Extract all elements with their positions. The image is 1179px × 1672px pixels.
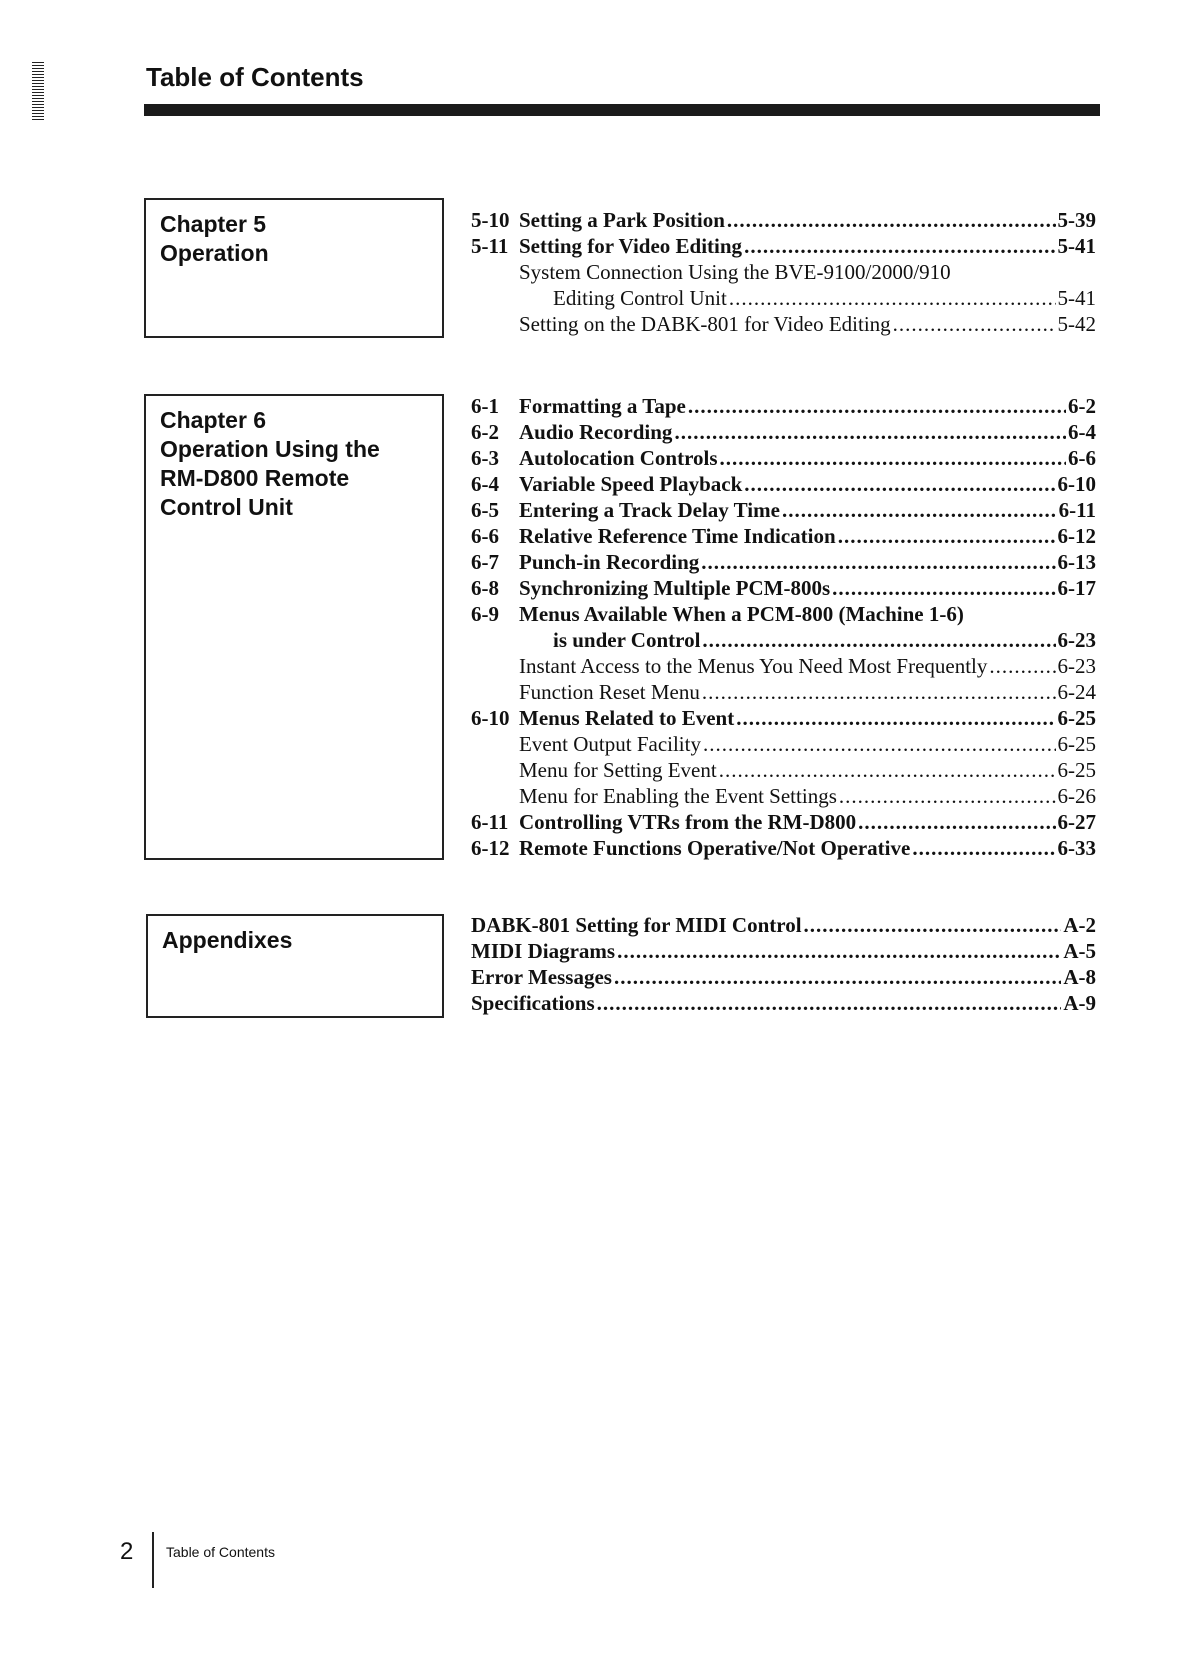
toc-entry-page: 6-23 [1057, 628, 1096, 652]
toc-entry-title: Function Reset Menu [519, 680, 700, 704]
page-title: Table of Contents [146, 62, 364, 92]
toc-subentry[interactable] [471, 311, 1096, 337]
toc-entry-title: Relative Reference Time Indication [519, 524, 836, 548]
toc-entry-page: 6-25 [1057, 706, 1096, 730]
toc-appendixes [471, 912, 1096, 1016]
toc-entry[interactable] [471, 233, 1096, 259]
toc-entry-page: A-8 [1063, 965, 1096, 989]
chapter-5-box [144, 198, 444, 338]
toc-entry-number: 6-10 [471, 706, 510, 730]
toc-entry[interactable] [471, 471, 1096, 497]
dot-leader [674, 419, 1066, 445]
toc-entry-page: 6-33 [1057, 836, 1096, 860]
toc-entry[interactable] [471, 964, 1096, 990]
toc-entry-page: 5-41 [1057, 234, 1096, 258]
toc-entry-title: System Connection Using the BVE-9100/2000/910 [519, 260, 951, 284]
toc-subentry[interactable] [471, 653, 1096, 679]
toc-entry[interactable] [471, 938, 1096, 964]
appendixes-title: Appendixes [162, 927, 293, 953]
toc-entry-page: 6-26 [1057, 784, 1096, 808]
dot-leader [838, 523, 1056, 549]
toc-entry[interactable] [471, 207, 1096, 233]
chapter-6-box [144, 394, 444, 860]
toc-entry[interactable] [471, 393, 1096, 419]
toc-entry-title: Menu for Enabling the Event Settings [519, 784, 837, 808]
toc-entry-page: 6-12 [1057, 524, 1096, 548]
toc-subentry[interactable] [471, 757, 1096, 783]
dot-leader [701, 549, 1055, 575]
dot-leader [727, 207, 1056, 233]
toc-entry[interactable] [471, 912, 1096, 938]
dot-leader [893, 311, 1056, 337]
toc-entry[interactable] [471, 601, 1096, 627]
toc-entry[interactable] [471, 990, 1096, 1016]
toc-entry-title: Error Messages [471, 965, 612, 989]
dot-leader [729, 285, 1056, 311]
toc-entry-page: 6-4 [1068, 420, 1096, 444]
toc-entry-page: 6-25 [1057, 758, 1096, 782]
toc-entry[interactable] [471, 497, 1096, 523]
toc-entry-title: DABK-801 Setting for MIDI Control [471, 913, 802, 937]
toc-subentry[interactable] [471, 259, 1096, 285]
toc-entry-title: Specifications [471, 991, 595, 1015]
footer-divider [152, 1532, 154, 1588]
toc-entry-title: Punch-in Recording [519, 550, 700, 574]
margin-tab-marker [32, 62, 44, 120]
toc-entry-title: Menu for Setting Event [519, 758, 717, 782]
dot-leader [744, 471, 1055, 497]
toc-entry-title: Instant Access to the Menus You Need Most Frequently [519, 654, 988, 678]
toc-entry-page: 5-42 [1057, 312, 1096, 336]
toc-entry-page: 6-23 [1057, 654, 1096, 678]
dot-leader [614, 964, 1061, 990]
dot-leader [832, 575, 1055, 601]
toc-entry-number: 6-12 [471, 836, 510, 860]
toc-entry-title: Setting for Video Editing [519, 234, 743, 258]
toc-entry-title: Audio Recording [519, 420, 673, 444]
toc-entry-title: Formatting a Tape [519, 394, 686, 418]
toc-subentry[interactable] [471, 679, 1096, 705]
toc-entry-number: 6-5 [471, 498, 499, 522]
toc-entry-page: 5-39 [1057, 208, 1096, 232]
dot-leader [702, 627, 1055, 653]
dot-leader [989, 653, 1055, 679]
toc-entry-page: 6-25 [1057, 732, 1096, 756]
toc-entry-title: Remote Functions Operative/Not Operative [519, 836, 911, 860]
toc-entry-page: 6-2 [1068, 394, 1096, 418]
toc-entry-continuation[interactable] [471, 627, 1096, 653]
toc-entry-number: 6-2 [471, 420, 499, 444]
dot-leader [804, 912, 1062, 938]
toc-entry-page: 6-24 [1057, 680, 1096, 704]
toc-entry-title: Entering a Track Delay Time [519, 498, 780, 522]
dot-leader [617, 938, 1061, 964]
page-number: 2 [120, 1538, 134, 1565]
toc-entry-number: 6-4 [471, 472, 499, 496]
dot-leader [703, 731, 1056, 757]
toc-entry[interactable] [471, 549, 1096, 575]
toc-entry-page: A-9 [1063, 991, 1096, 1015]
chapter-6-label: Chapter 6 [160, 407, 267, 433]
toc-entry[interactable] [471, 809, 1096, 835]
toc-subentry[interactable] [471, 731, 1096, 757]
toc-entry-page: A-2 [1063, 913, 1096, 937]
dot-leader [688, 393, 1066, 419]
dot-leader [782, 497, 1057, 523]
toc-entry-title: is under Control [553, 628, 701, 652]
footer-section-label: Table of Contents [166, 1544, 275, 1560]
toc-entry[interactable] [471, 445, 1096, 471]
dot-leader [720, 445, 1066, 471]
toc-entry-number: 6-11 [471, 810, 509, 834]
toc-chapter-5 [471, 207, 1096, 337]
toc-entry-page: 5-41 [1057, 286, 1096, 310]
toc-entry-title: Editing Control Unit [553, 286, 727, 310]
toc-subentry[interactable] [471, 783, 1096, 809]
toc-entry[interactable] [471, 419, 1096, 445]
dot-leader [702, 679, 1056, 705]
appendixes-box [146, 914, 444, 1018]
toc-entry-page: 6-11 [1058, 498, 1096, 522]
toc-chapter-6 [471, 393, 1096, 861]
toc-entry-title: Setting on the DABK-801 for Video Editing [519, 312, 891, 336]
dot-leader [858, 809, 1055, 835]
toc-subentry[interactable] [471, 285, 1096, 311]
toc-entry-title: Synchronizing Multiple PCM-800s [519, 576, 831, 600]
dot-leader [839, 783, 1056, 809]
chapter-6-title-line-2: RM-D800 Remote [160, 465, 350, 491]
toc-entry-title: Menus Available When a PCM-800 (Machine 1-6) [519, 602, 964, 626]
toc-entry-number: 5-11 [471, 234, 509, 258]
toc-entry-number: 6-8 [471, 576, 499, 600]
dot-leader [744, 233, 1055, 259]
toc-entry[interactable] [471, 575, 1096, 601]
title-rule [144, 104, 1100, 116]
toc-entry[interactable] [471, 835, 1096, 861]
dot-leader [736, 705, 1055, 731]
toc-entry[interactable] [471, 523, 1096, 549]
toc-entry-title: Controlling VTRs from the RM-D800 [519, 810, 857, 834]
dot-leader [719, 757, 1056, 783]
chapter-5-title: Operation [160, 240, 269, 266]
toc-entry-page: 6-27 [1057, 810, 1096, 834]
toc-entry-number: 6-6 [471, 524, 499, 548]
chapter-6-title-line-3: Control Unit [160, 494, 293, 520]
dot-leader [597, 990, 1062, 1016]
toc-entry-number: 6-1 [471, 394, 499, 418]
toc-entry-title: Setting a Park Position [519, 208, 725, 232]
toc-entry-number: 5-10 [471, 208, 510, 232]
toc-entry-title: MIDI Diagrams [471, 939, 616, 963]
toc-entry-page: 6-17 [1057, 576, 1096, 600]
toc-entry-page: A-5 [1063, 939, 1096, 963]
toc-entry-number: 6-7 [471, 550, 499, 574]
toc-entry-title: Autolocation Controls [519, 446, 718, 470]
toc-entry-number: 6-3 [471, 446, 499, 470]
toc-entry-title: Menus Related to Event [519, 706, 735, 730]
chapter-6-title-line-1: Operation Using the [160, 436, 380, 462]
toc-entry[interactable] [471, 705, 1096, 731]
dot-leader [912, 835, 1055, 861]
toc-entry-title: Variable Speed Playback [519, 472, 743, 496]
toc-entry-title: Event Output Facility [519, 732, 701, 756]
toc-entry-page: 6-13 [1057, 550, 1096, 574]
toc-entry-page: 6-6 [1068, 446, 1096, 470]
chapter-5-label: Chapter 5 [160, 211, 267, 237]
toc-entry-number: 6-9 [471, 602, 499, 626]
toc-entry-page: 6-10 [1057, 472, 1096, 496]
